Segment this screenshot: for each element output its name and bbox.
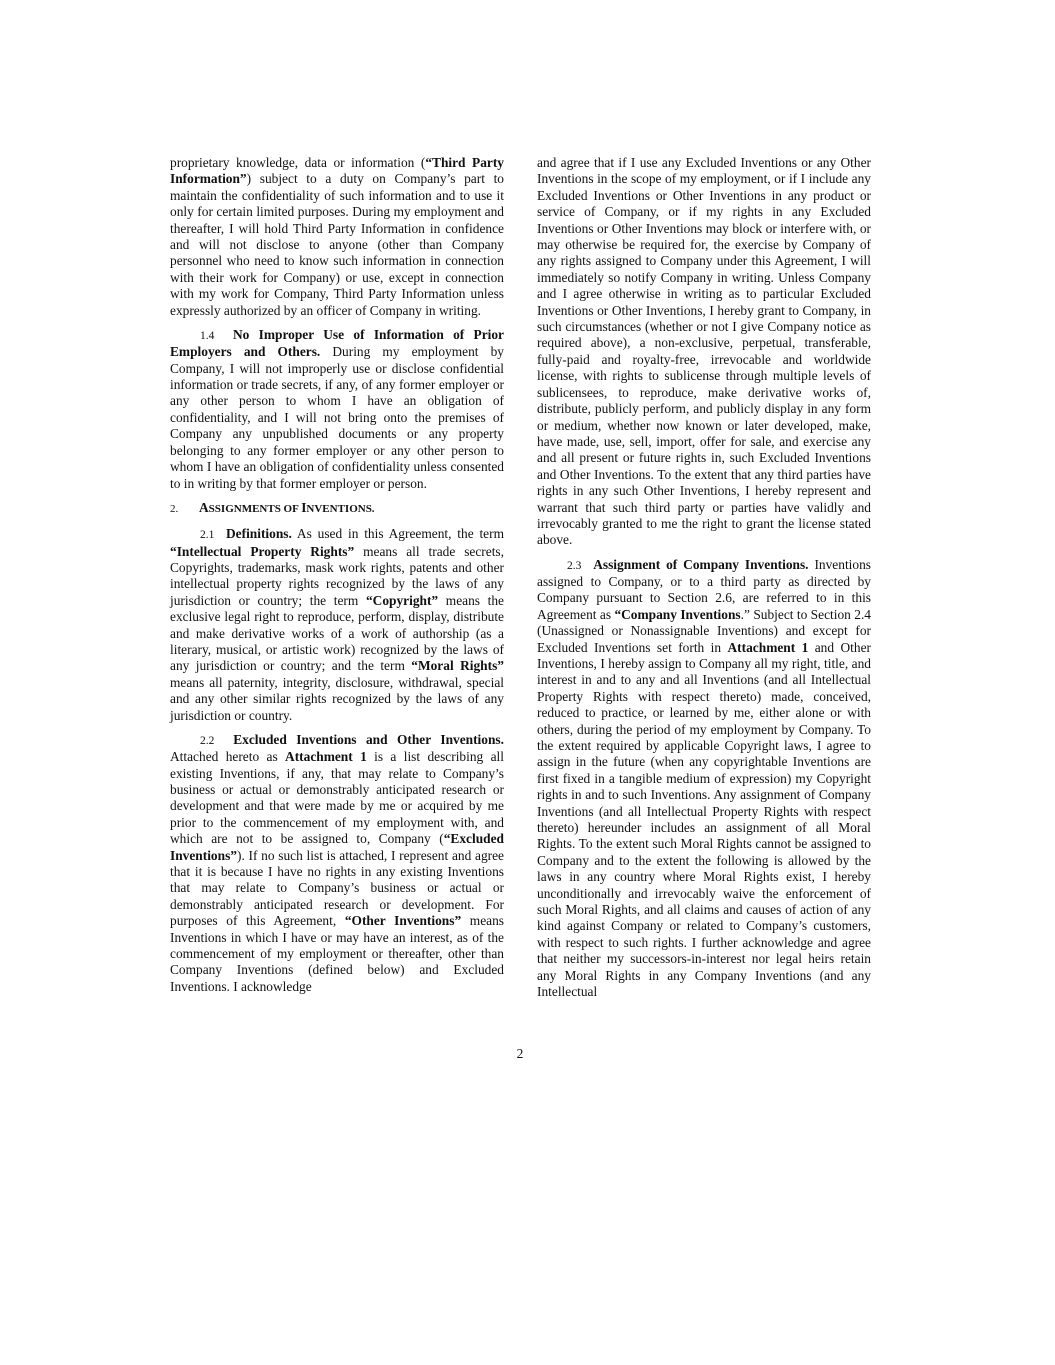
heading-title: NVENTIONS. bbox=[306, 502, 375, 515]
defined-term: “Third Party Information” bbox=[170, 155, 504, 187]
section-number: 2.1 bbox=[200, 529, 215, 542]
text: .” Subject to Section 2.4 (Unassigned or Nonassignable Inventions) and except for Excluded Inventions set forth in bbox=[537, 606, 871, 655]
heading-number: 2. bbox=[170, 502, 179, 515]
text: and Other Inventions, I hereby assign to Company all my right, title, and interest in and to any and all Inventions (and all Intellectual Property Rights with respect thereto) made, conceived, reduced to practice, or learned by me, either alone or with others, during the period of my employment by Company. To the extent required by applicable Copyright laws, I agree to assign in the future (when any copyrightable Inventions are first fixed in a tangible medium of expression) my Copyright rights in and to such Inventions. Any assignment of Company Inventions (and all Intellectual Property Rights with respect thereto) hereunder includes an assignment of all Moral Rights. To the extent such Moral Rights cannot be assigned to Company and to the extent the following is allowed by the laws in any country where Moral Rights exist, I hereby unconditionally and irrevocably waive the enforcement of such Moral Rights, and all claims and causes of action of any kind against Company or related to Company’s customers, with respect to such rights. I further acknowledge and agree that neither my successors-in-interest nor legal heirs retain any Moral Rights in any Company Inventions (and any Intellectual bbox=[537, 639, 871, 1000]
text: is a list describing all existing Inventions, if any, that may relate to Company’s business or actual or demonstrably anticipated research or development and that were made by me or acquired by me prior to the commencement of my employment with, and which are not to be assigned to, Company ( bbox=[170, 749, 504, 847]
text: During my employment by Company, I will not improperly use or disclose confidential information or trade secrets, if any, of any former employer or any other person to whom I have an obligation of confidentiality, and I will not bring onto the premises of Company any unpublished documents or any property belonging to any former employer or any other person to whom I have an obligation of confidentiality unless consented to in writing by that former employer or person. bbox=[170, 344, 504, 491]
text: means Inventions in which I have or may have an interest, as of the commencement of my employment or thereafter, other than Company Inventions (defined below) and Excluded Inventions. I acknowledge bbox=[170, 913, 505, 994]
text: means the exclusive legal right to reproduce, perform, display, distribute and make derivative works of a work of authorship (as a literary, musical, or artistic work) recognized by the laws of any jurisdiction or country; and the term bbox=[170, 592, 504, 674]
section-title: Assignment of Company Inventions. bbox=[593, 556, 809, 572]
text: ). If no such list is attached, I represent and agree that it is because I have no rights in any existing Inventions that may relate to Company’s business or actual or demonstrably anticipated research or development. For purposes of this Agreement, bbox=[170, 847, 504, 929]
page-number: 2 bbox=[516, 1046, 524, 1061]
section-title: Excluded Inventions and Other Inventions. bbox=[233, 731, 504, 747]
text: Inventions assigned to Company, or to a third party as directed by Company pursuant to Section 2.6, are referred to in this Agreement as bbox=[537, 556, 871, 622]
text: means all paternity, integrity, disclosure, withdrawal, special and any other similar rights recognized by the laws of any jurisdiction or country. bbox=[170, 674, 504, 723]
heading-title: SSIGNMENTS OF bbox=[208, 502, 302, 515]
defined-term: Attachment 1 bbox=[727, 639, 809, 655]
section-2-3 bbox=[537, 557, 871, 1001]
section-heading-2 bbox=[170, 500, 504, 517]
section-1-4 bbox=[170, 327, 504, 492]
text: means all trade secrets, Copyrights, trademarks, mask work rights, patents and other intellectual property rights recognized by the laws of any jurisdiction or country; the term bbox=[170, 543, 504, 608]
heading-title: A bbox=[199, 499, 209, 515]
right-column bbox=[537, 155, 871, 1008]
defined-term: “Other Inventions” bbox=[344, 913, 462, 929]
defined-term: “Intellectual Property Rights” bbox=[170, 543, 355, 559]
section-number: 2.3 bbox=[567, 559, 582, 572]
paragraph-license-grant bbox=[537, 155, 871, 549]
paragraph-third-party-information bbox=[170, 155, 504, 319]
section-title: No Improper Use of Information of Prior Employers and Others. bbox=[170, 326, 504, 360]
text: proprietary knowledge, data or information ( bbox=[170, 155, 426, 170]
defined-term: Attachment 1 bbox=[285, 749, 367, 765]
section-2-2 bbox=[170, 732, 504, 996]
section-number: 2.2 bbox=[200, 734, 215, 747]
defined-term: “Excluded Inventions” bbox=[170, 831, 504, 863]
text: As used in this Agreement, the term bbox=[291, 526, 504, 542]
text: and agree that if I use any Excluded Inventions or any Other Inventions in the scope of my employment, or if I include any Excluded Inventions or Other Inventions in any product or service of Company, or if my rights in any Excluded Inventions or Other Inventions may block or interfere with, or may otherwise be required for, the exercise by Company of any rights assigned to Company under this Agreement, I will immediately so notify Company in writing. Unless Company and I agree otherwise in writing as to particular Excluded Inventions or Other Inventions, I hereby grant to Company, in such circumstances (whether or not I give Company notice as required above), a non-exclusive, perpetual, transferable, fully-paid and royalty-free, irrevocable and worldwide license, with rights to sublicense through multiple levels of sublicensees, to reproduce, make derivative works of, distribute, publicly perform, and publicly display in any form or medium, whether now known or later developed, make, have made, use, sell, import, offer for sale, and exercise any and all present or future rights in, such Excluded Inventions and Other Inventions. To the extent that any third parties have rights in any such Other Inventions, I hereby represent and warrant that such third party or parties have validly and irrevocably granted to me the right to grant the license stated above. bbox=[537, 155, 871, 548]
defined-term: “Company Inventions bbox=[614, 606, 741, 622]
section-2-1 bbox=[170, 526, 504, 724]
section-number: 1.4 bbox=[200, 329, 215, 342]
heading-title: I bbox=[301, 499, 307, 515]
defined-term: “Copyright” bbox=[365, 592, 439, 608]
text: Attached hereto as bbox=[170, 749, 286, 765]
text: ) subject to a duty on Company’s part to maintain the confidentiality of such information and to use it only for certain limited purposes. During my employment and thereafter, I will hold Third Party Information in confidence and will not disclose to anyone (other than Company personnel who need to know such information in connection with their work for Company) or use, except in connection with my work for Company, Third Party Information unless expressly authorized by an officer of Company in writing. bbox=[170, 171, 504, 318]
left-column bbox=[170, 155, 504, 1003]
section-title: Definitions. bbox=[226, 526, 292, 542]
defined-term: “Moral Rights” bbox=[411, 658, 504, 674]
